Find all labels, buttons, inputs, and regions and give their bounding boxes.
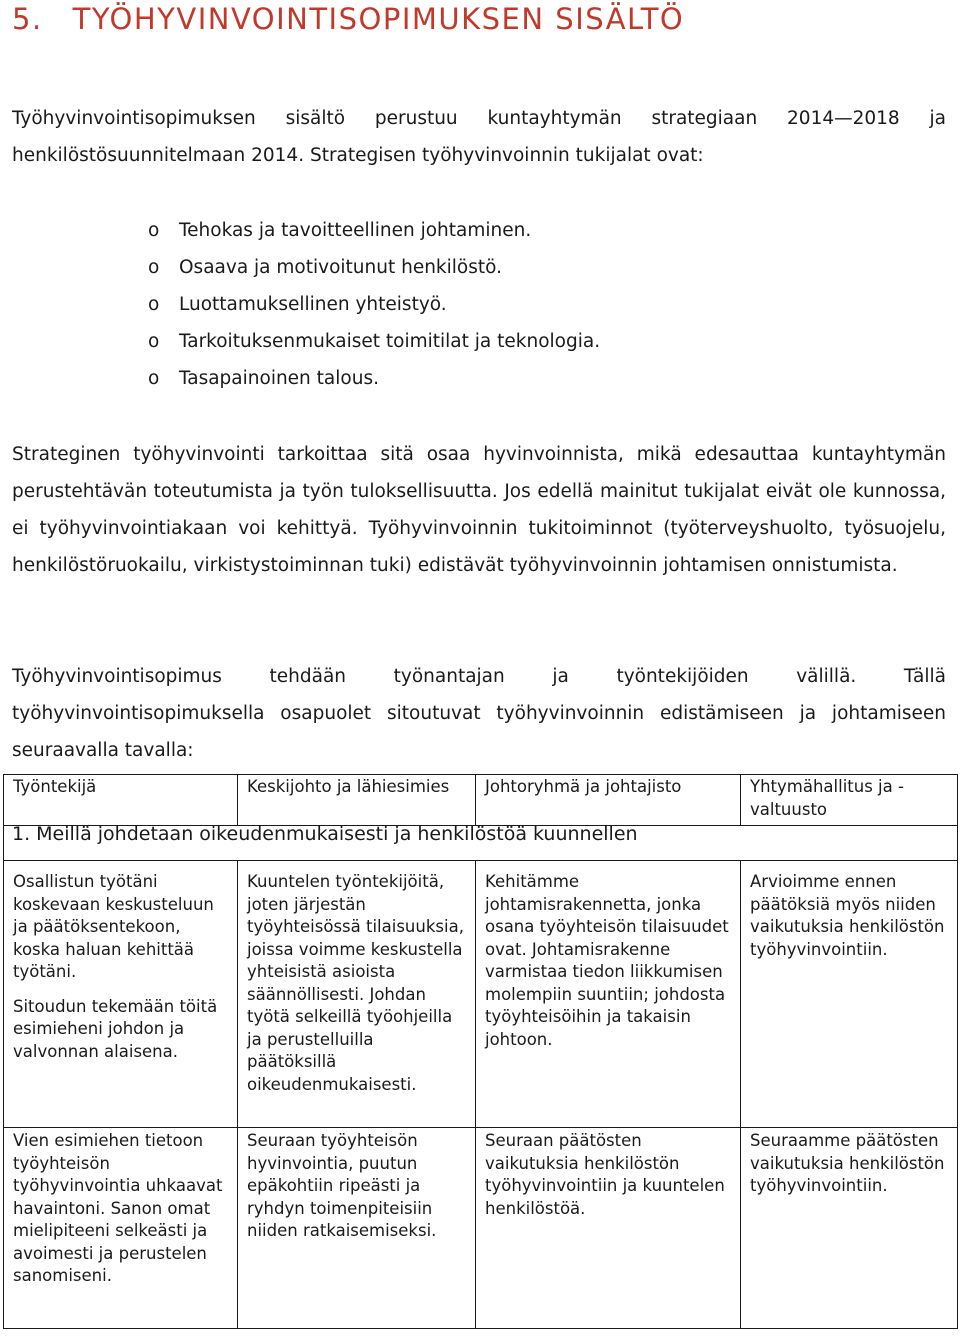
bullet-marker: o xyxy=(148,331,160,352)
column-header-board-council: Yhtymähallitus ja -valtuusto xyxy=(741,775,958,826)
section-title: TYÖHYVINVOINTISOPIMUKSEN SISÄLTÖ xyxy=(72,2,685,36)
list-item: o Luottamuksellinen yhteistyö. xyxy=(148,286,600,323)
table-cell: Kuuntelen työntekijöitä, joten järjestän työyhteisössä tilaisuuksia, joissa voimme keskustella yhteisistä asioista säännöllisesti. Johdan työtä selkeillä työohjeilla ja perustelluilla päätöksillä oikeudenmukaisesti. xyxy=(238,861,476,1128)
list-item: o Osaava ja motivoitunut henkilöstö. xyxy=(148,249,600,286)
table-cell: Seuraan työyhteisön hyvinvointia, puutun epäkohtiin ripeästi ja ryhdyn toimenpiteisiin niiden ratkaisemiseksi. xyxy=(238,1128,476,1329)
list-item: o Tarkoituksenmukaiset toimitilat ja teknologia. xyxy=(148,323,600,360)
table-cell: Seuraan päätösten vaikutuksia henkilöstön työhyvinvointiin ja kuuntelen henkilöstöä. xyxy=(476,1128,741,1329)
table-header-row xyxy=(4,775,958,826)
list-item: o Tehokas ja tavoitteellinen johtaminen. xyxy=(148,212,600,249)
section-number: 5. xyxy=(12,2,43,36)
table-cell: Kehitämme johtamisrakennetta, jonka osana työyhteisön tilaisuudet ovat. Johtamisrakenne varmistaa tiedon liikkumisen molempiin suuntiin; johdosta työyhteisöihin ja takaisin johtoon. xyxy=(476,861,741,1128)
bullet-marker: o xyxy=(148,368,160,389)
agreement-paragraph: Työhyvinvointisopimus tehdään työnantajan ja työntekijöiden välillä. Tällä työhyvinvointisopimuksella osapuolet sitoutuvat työhyvinvoinnin edistämiseen ja johtamiseen seuraavalla tavalla: xyxy=(12,666,946,761)
strategic-wellbeing-paragraph: Strateginen työhyvinvointi tarkoittaa sitä osaa hyvinvoinnista, mikä edesauttaa kuntayhtymän perustehtävän toteutumista ja työn tuloksellisuutta. Jos edellä mainitut tukijalat eivät ole kunnossa, ei työhyvinvointiakaan voi kehittyä. Työhyvinvoinnin tukitoiminnot (työterveyshuolto, työsuojelu, henkilöstöruokailu, virkistystoiminnan tuki) edistävät työhyvinvoinnin johtamisen onnistumista. xyxy=(12,444,946,576)
table-cell: Seuraamme päätösten vaikutuksia henkilöstön työhyvinvointiin. xyxy=(741,1128,958,1329)
bullet-marker: o xyxy=(148,294,160,315)
table-cell: Osallistun työtäni koskevaan keskusteluun ja päätöksentekoon, koska haluan kehittää työtäni. Sitoudun tekemään töitä esimieheni johdon ja valvonnan alaisena. xyxy=(4,861,238,1128)
column-header-middle-management: Keskijohto ja lähiesimies xyxy=(238,775,476,826)
intro-paragraph: Työhyvinvointisopimuksen sisältö perustuu kuntayhtymän strategiaan 2014—2018 ja henkilöstösuunnitelmaan 2014. Strategisen työhyvinvoinnin tukijalat ovat: xyxy=(12,108,946,166)
bullet-marker: o xyxy=(148,257,160,278)
pillar-list xyxy=(148,212,600,397)
section-heading xyxy=(12,2,684,36)
bullet-marker: o xyxy=(148,220,160,241)
table-row xyxy=(4,1128,958,1329)
table-section-title: 1. Meillä johdetaan oikeudenmukaisesti ja henkilöstöä kuunnellen xyxy=(12,823,638,845)
table-row xyxy=(4,861,958,1128)
list-item: o Tasapainoinen talous. xyxy=(148,360,600,397)
table-cell: Vien esimiehen tietoon työyhteisön työhyvinvointia uhkaavat havaintoni. Sanon omat mielipiteeni selkeästi ja avoimesti ja perustelen sanomiseni. xyxy=(4,1128,238,1329)
column-header-management-team: Johtoryhmä ja johtajisto xyxy=(476,775,741,826)
commitments-table xyxy=(3,774,958,1329)
column-header-employee: Työntekijä xyxy=(4,775,238,826)
table-cell: Arvioimme ennen päätöksiä myös niiden vaikutuksia henkilöstön työhyvinvointiin. xyxy=(741,861,958,1128)
